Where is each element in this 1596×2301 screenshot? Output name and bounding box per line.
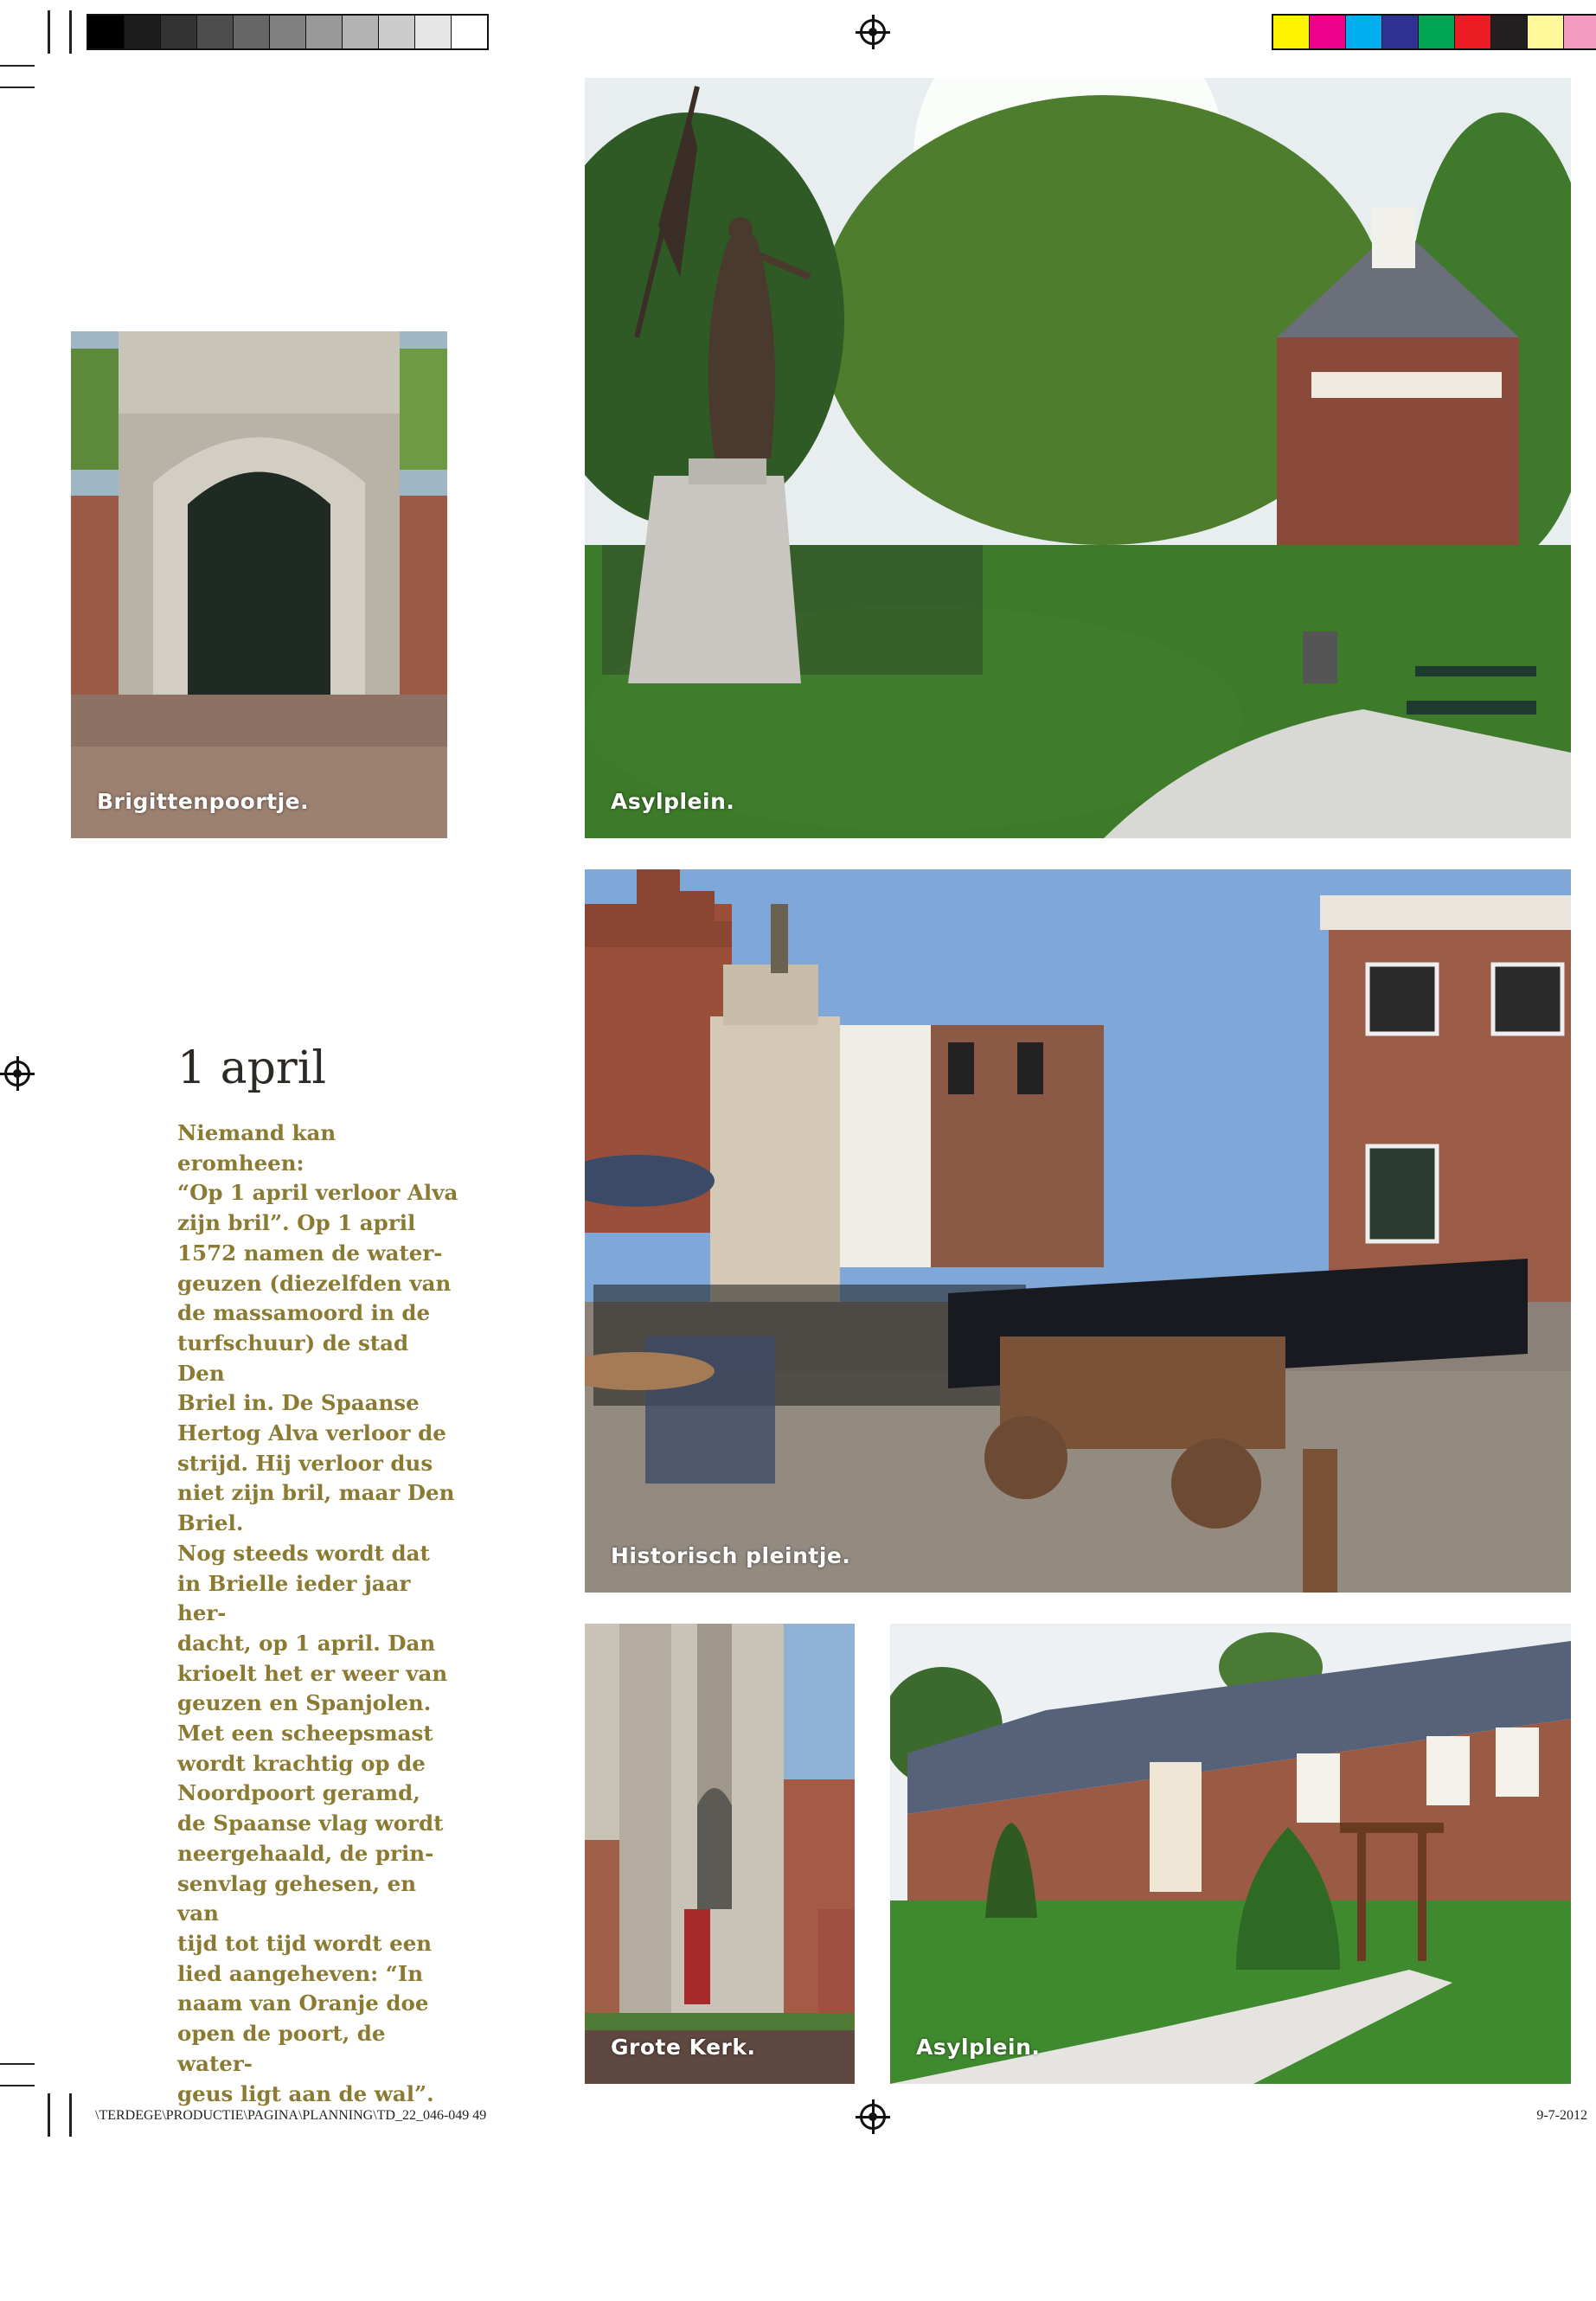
gray-color-bar xyxy=(87,14,489,50)
process-color-swatch xyxy=(1491,16,1528,48)
process-color-swatch xyxy=(1564,16,1596,48)
gray-swatch xyxy=(343,16,379,48)
gray-swatch xyxy=(88,16,125,48)
photo-grote-kerk xyxy=(585,1624,855,2084)
gray-swatch xyxy=(234,16,270,48)
photo-caption: Historisch pleintje. xyxy=(611,1543,851,1568)
gray-swatch xyxy=(161,16,197,48)
photo-caption: Asylplein. xyxy=(611,789,735,814)
gray-swatch xyxy=(125,16,161,48)
registration-mark-bottom xyxy=(860,2104,886,2130)
process-color-swatch xyxy=(1382,16,1419,48)
process-color-swatch xyxy=(1455,16,1491,48)
photo-caption: Brigittenpoortje. xyxy=(97,789,310,814)
gray-swatch xyxy=(452,16,487,48)
gray-swatch xyxy=(197,16,234,48)
process-color-bar xyxy=(1272,14,1596,50)
photo-caption: Asylplein. xyxy=(916,2035,1041,2060)
article-heading: 1 april xyxy=(177,1042,327,1094)
process-color-swatch xyxy=(1419,16,1455,48)
photo-asylplein-courtyard xyxy=(890,1624,1571,2084)
registration-mark-left xyxy=(4,1061,30,1086)
process-color-swatch xyxy=(1346,16,1382,48)
footer-date: 9-7-2012 xyxy=(1536,2108,1587,2123)
gray-swatch xyxy=(270,16,306,48)
process-color-swatch xyxy=(1528,16,1564,48)
gray-swatch xyxy=(415,16,452,48)
photo-brigittenpoortje xyxy=(71,331,447,838)
photo-caption: Grote Kerk. xyxy=(611,2035,756,2060)
photo-historisch-pleintje xyxy=(585,869,1571,1593)
registration-mark-top xyxy=(860,19,886,45)
gray-swatch xyxy=(306,16,343,48)
gray-swatch xyxy=(379,16,415,48)
photo-asylplein-statue xyxy=(585,78,1571,838)
process-color-swatch xyxy=(1310,16,1346,48)
process-color-swatch xyxy=(1273,16,1310,48)
footer-slug: \TERDEGE\PRODUCTIE\PAGINA\PLANNING\TD_22_046-049 49 xyxy=(95,2108,487,2123)
article-body: Niemand kan eromheen: “Op 1 april verloor Alva zijn bril”. Op 1 april 1572 namen de water- geuzen (diezelfden van de massamoord in de turfschuur) de stad Den Briel in. De Spaanse Hertog Alva verloor de strijd. Hij verloor dus niet zijn bril, maar Den Briel. Nog steeds wordt dat in Brielle ieder jaar her- dacht, op 1 april. Dan krioelt het er weer van geuzen en Spanjolen. Met een scheepsmast wordt krachtig op de Noordpoort geramd, de Spaanse vlag wordt neergehaald, de prin- senvlag gehesen, en van tijd tot tijd wordt een lied aangeheven: “In naam van Oranje doe open de poort, de water- geus ligt aan de wal”. xyxy=(177,1120,458,2106)
